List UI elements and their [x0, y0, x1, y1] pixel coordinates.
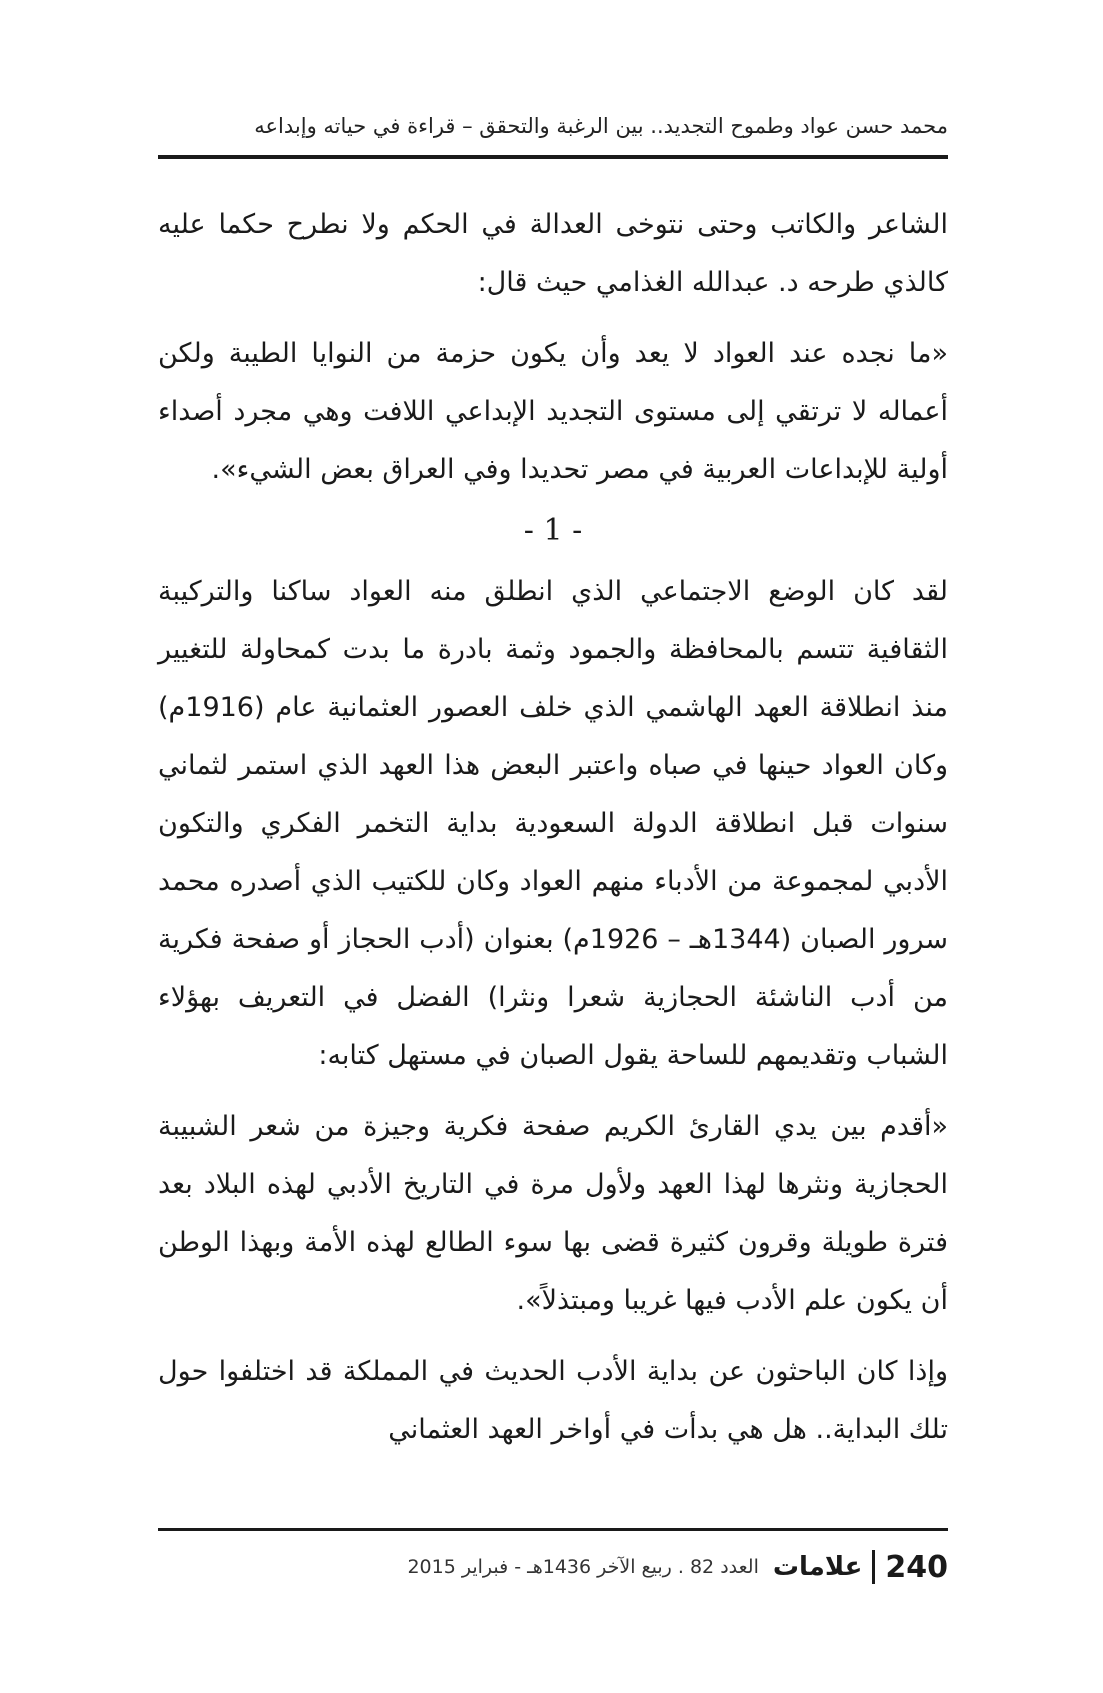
section-number: - 1 -: [523, 513, 583, 548]
footer-rule: [158, 1528, 948, 1531]
paragraph-social-context: لقد كان الوضع الاجتماعي الذي انطلق منه العواد ساكنا والتركيبة الثقافية تتسم بالمحافظة والجمود وثمة بادرة ما بدت كمحاولة للتغيير منذ انطلاقة العهد الهاشمي الذي خلف العصور العثمانية عام (1916م) وكان العواد حينها في صباه واعتبر البعض هذا العهد الذي استمر لثماني سنوات قبل انطلاقة الدولة السعودية بداية التخمر الفكري والتكون الأدبي لمجموعة من الأدباء منهم العواد وكان للكتيب الذي أصدره محمد سرور الصبان (1344هـ – 1926م) بعنوان (أدب الحجاز أو صفحة فكرية من أدب الناشئة الحجازية شعرا ونثرا) الفضل في التعريف بهؤلاء الشباب وتقديمهم للساحة يقول الصبان في مستهل كتابه:: [158, 576, 948, 1071]
body-text: [158, 196, 948, 1459]
header-rule: [158, 155, 948, 159]
issue-info: العدد 82 . ربيع الآخر 1436هـ - فبراير 2015: [407, 1556, 759, 1578]
paragraph-intro: الشاعر والكاتب وحتى نتوخى العدالة في الحكم ولا نطرح حكما عليه كالذي طرحه د. عبدالله الغذامي حيث قال:: [158, 209, 948, 298]
page-number: 240: [885, 1549, 948, 1585]
running-header-title: محمد حسن عواد وطموح التجديد.. بين الرغبة والتحقق – قراءة في حياته وإبداعه: [254, 114, 948, 138]
footer-separator: [872, 1550, 875, 1584]
magazine-logo: علامات: [772, 1552, 863, 1582]
quote-ghadhami: «ما نجده عند العواد لا يعد وأن يكون حزمة من النوايا الطيبة ولكن أعماله لا ترتقي إلى مستوى التجديد الإبداعي اللافت وهي مجرد أصداء أولية للإبداعات العربية في مصر تحديدا وفي العراق بعض الشيء».: [158, 338, 948, 485]
page-footer: [158, 1543, 948, 1591]
paragraph-modern-literature: وإذا كان الباحثون عن بداية الأدب الحديث في المملكة قد اختلفوا حول تلك البداية.. هل هي بدأت في أواخر العهد العثماني: [158, 1356, 948, 1445]
quote-sabban: «أقدم بين يدي القارئ الكريم صفحة فكرية وجيزة من شعر الشبيبة الحجازية ونثرها لهذا العهد ولأول مرة في التاريخ الأدبي لهذه البلاد بعد فترة طويلة وقرون كثيرة قضى بها سوء الطالع لهذه الأمة وبهذا الوطن أن يكون علم الأدب فيها غريبا ومبتذلاً».: [158, 1111, 948, 1316]
